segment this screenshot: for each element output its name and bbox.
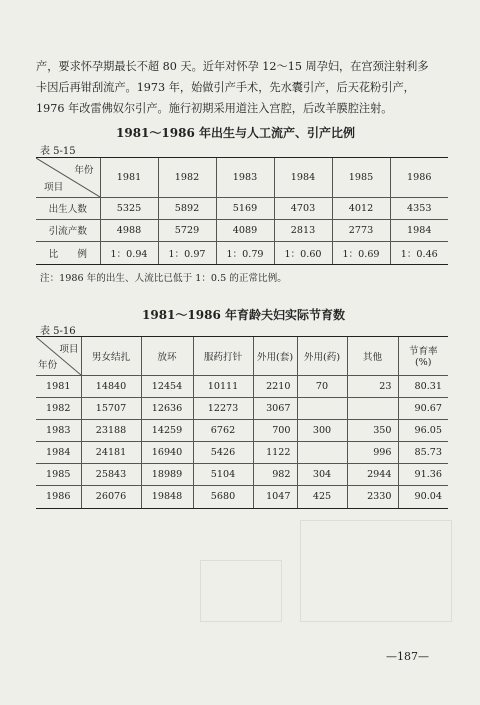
row-year: 1983: [36, 419, 81, 441]
table2-col-header: 放环: [141, 337, 193, 375]
table-cell: 5104: [193, 463, 253, 485]
table-cell: 6762: [193, 419, 253, 441]
table-cell: 350: [347, 419, 398, 441]
row-year: 1986: [36, 485, 81, 508]
table-row: [36, 197, 448, 219]
table-cell: 25843: [81, 463, 141, 485]
table1-note: 注：1986 年的出生、人流比已低于 1：0.5 的正常比例。: [40, 273, 287, 284]
table-cell: 300: [297, 419, 347, 441]
table-cell: 12636: [141, 397, 193, 419]
table-cell: [297, 397, 347, 419]
table-cell: 5169: [216, 197, 274, 219]
table-cell: 2773: [332, 219, 390, 241]
table-cell: 19848: [141, 485, 193, 508]
table-row: [36, 241, 448, 264]
table-cell: 12454: [141, 375, 193, 397]
table1-title: 1981～1986 年出生与人工流产、引产比例: [116, 126, 355, 140]
table-cell: 2330: [347, 485, 398, 508]
table-cell: 1984: [390, 219, 448, 241]
table1-year-header: 1984: [274, 158, 332, 197]
table-cell: 2210: [253, 375, 297, 397]
table-cell: 12273: [193, 397, 253, 419]
table-cell: 2944: [347, 463, 398, 485]
row-year: 1981: [36, 375, 81, 397]
table-cell: 23188: [81, 419, 141, 441]
table2-header-row: [36, 337, 448, 375]
table2: [36, 337, 448, 508]
table-cell: 96.05: [398, 419, 448, 441]
table-row: [36, 375, 448, 397]
table-cell: 4012: [332, 197, 390, 219]
table2-col-header: 外用(套): [253, 337, 297, 375]
paragraph-line: 产，要求怀孕期最长不超 80 天。近年对怀孕 12～15 周孕妇，在宫颈注射利多: [36, 60, 429, 73]
table-cell: 15707: [81, 397, 141, 419]
row-year: 1984: [36, 441, 81, 463]
table-cell: 1047: [253, 485, 297, 508]
table-cell: [347, 397, 398, 419]
table-cell: 26076: [81, 485, 141, 508]
table-cell: 1：0.94: [100, 241, 158, 264]
table-cell: 23: [347, 375, 398, 397]
rate-header-line: 节育率: [408, 346, 438, 358]
table2-col-header: 服药打针: [193, 337, 253, 375]
show-through-mark: [200, 560, 282, 622]
table-cell: 91.36: [398, 463, 448, 485]
table-cell: 304: [297, 463, 347, 485]
table-cell: 5680: [193, 485, 253, 508]
table1-corner-bottom: 项目: [44, 181, 64, 193]
row-label: 比 例: [36, 241, 100, 264]
row-label: 引流产数: [36, 219, 100, 241]
table2-col-header: 外用(药): [297, 337, 347, 375]
table1-year-header: 1983: [216, 158, 274, 197]
table-cell: 3067: [253, 397, 297, 419]
table-row: [36, 219, 448, 241]
paragraph-line: 1976 年改雷佛奴尔引产。施行初期采用道注入宫腔，后改羊膜腔注射。: [36, 102, 393, 115]
table1-year-header: 1982: [158, 158, 216, 197]
table1-year-header: 1986: [390, 158, 448, 197]
table1-year-header: 1985: [332, 158, 390, 197]
table2-corner-top: 项目: [59, 344, 79, 355]
table1: [36, 158, 448, 264]
table-cell: 1：0.97: [158, 241, 216, 264]
table-cell: 5325: [100, 197, 158, 219]
table2-bottom-rule: [36, 508, 448, 509]
table-cell: 85.73: [398, 441, 448, 463]
table-cell: 14259: [141, 419, 193, 441]
table-cell: 1：0.46: [390, 241, 448, 264]
table-row: [36, 441, 448, 463]
table-cell: 90.04: [398, 485, 448, 508]
paragraph-line: 卡因后再钳刮流产。1973 年，始做引产手术，先水囊引产，后天花粉引产，: [36, 81, 415, 94]
table-cell: 4353: [390, 197, 448, 219]
show-through-mark: [300, 520, 452, 622]
table2-number: 表 5-16: [40, 326, 76, 337]
table-row: [36, 419, 448, 441]
table2-rate-header: [398, 337, 448, 375]
row-label: 出生人数: [36, 197, 100, 219]
table-cell: [297, 441, 347, 463]
table-cell: 2813: [274, 219, 332, 241]
table1-header-row: [36, 158, 448, 197]
table-cell: 700: [253, 419, 297, 441]
rate-header-unit: (%): [414, 357, 432, 369]
table-cell: 24181: [81, 441, 141, 463]
body-paragraph: [36, 56, 448, 119]
table-cell: 1：0.79: [216, 241, 274, 264]
table-cell: 996: [347, 441, 398, 463]
table-row: [36, 397, 448, 419]
table2-corner-cell: [36, 337, 81, 375]
table-cell: 4089: [216, 219, 274, 241]
table1-year-header: 1981: [100, 158, 158, 197]
table-cell: 5426: [193, 441, 253, 463]
table-cell: 982: [253, 463, 297, 485]
table2-col-header: 其他: [347, 337, 398, 375]
table2-corner-bottom: 年份: [38, 359, 58, 371]
table-cell: 1：0.69: [332, 241, 390, 264]
table2-col-header: 男女结扎: [81, 337, 141, 375]
table-row: [36, 485, 448, 508]
table1-number: 表 5-15: [40, 146, 76, 157]
table-cell: 4703: [274, 197, 332, 219]
table-cell: 16940: [141, 441, 193, 463]
table-row: [36, 463, 448, 485]
table-cell: 80.31: [398, 375, 448, 397]
table-cell: 18989: [141, 463, 193, 485]
table-cell: 1：0.60: [274, 241, 332, 264]
table-cell: 425: [297, 485, 347, 508]
table-cell: 5892: [158, 197, 216, 219]
table1-corner-top: 年份: [74, 165, 94, 176]
table-cell: 1122: [253, 441, 297, 463]
table1-corner-cell: [36, 158, 100, 197]
row-year: 1985: [36, 463, 81, 485]
table-cell: 10111: [193, 375, 253, 397]
table-cell: 70: [297, 375, 347, 397]
table-cell: 90.67: [398, 397, 448, 419]
table2-title: 1981～1986 年育龄夫妇实际节育数: [142, 308, 345, 322]
row-year: 1982: [36, 397, 81, 419]
page-number: —187—: [386, 650, 429, 663]
table-cell: 5729: [158, 219, 216, 241]
table-cell: 4988: [100, 219, 158, 241]
table1-bottom-rule: [36, 264, 448, 265]
table-cell: 14840: [81, 375, 141, 397]
